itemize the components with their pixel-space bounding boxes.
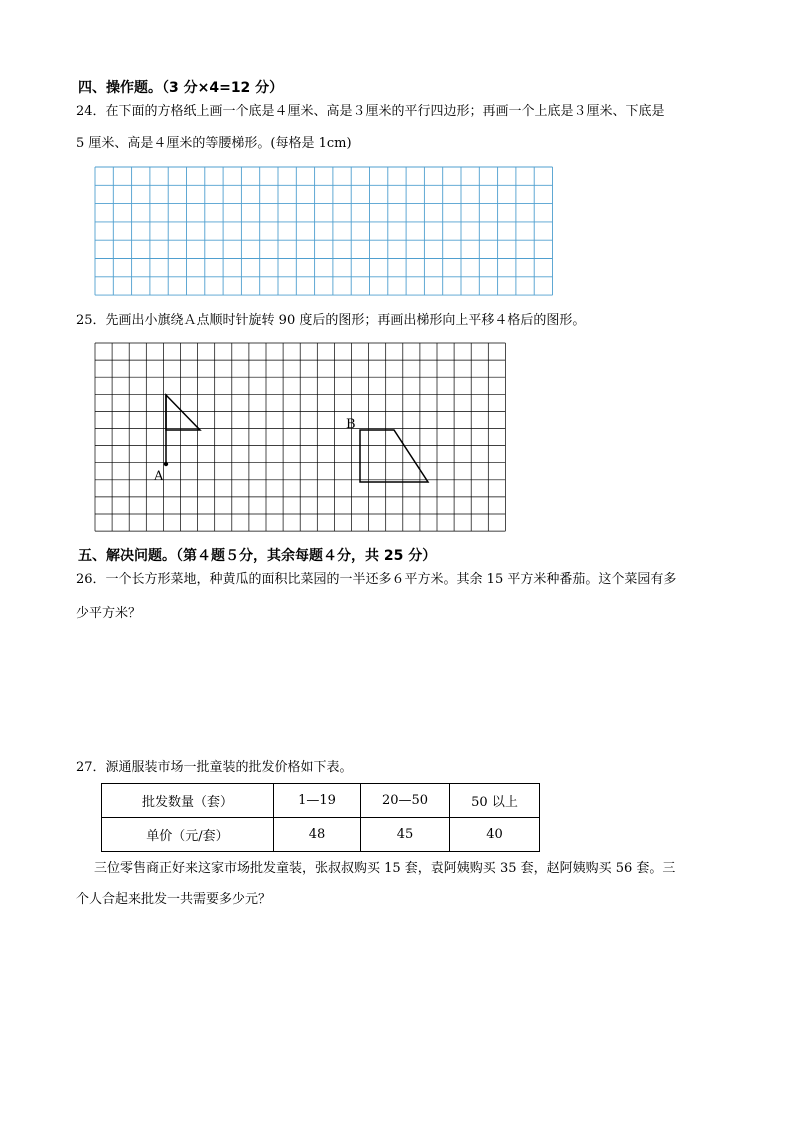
blue-grid-paper: [94, 166, 556, 298]
price-table: [101, 783, 540, 852]
table-cell: 48: [274, 818, 361, 852]
black-grid-paper: [94, 342, 520, 537]
section4-title: 四、操作题。（3 分×4=12 分）: [78, 80, 284, 96]
q27-intro: 27．源通服装市场一批童装的批发价格如下表。: [76, 760, 353, 775]
table-cell: 单价（元/套）: [102, 818, 274, 852]
table-cell: 50 以上: [450, 784, 540, 818]
blue-grid-lines: [95, 167, 553, 295]
q27-line1: 三位零售商正好来这家市场批发童装，张叔叔购买 15 套，袁阿姨购买 35 套，赵阿姨购买 56 套。三: [94, 861, 676, 876]
table-row: [102, 784, 540, 818]
point-a-label: A: [154, 469, 164, 484]
point-a-dot: [164, 462, 168, 466]
q26-line1: 26．一个长方形菜地，种黄瓜的面积比菜园的一半还多６平方米。其余 15 平方米种番茄。这个菜园有多: [76, 572, 677, 587]
q24-line1: 24．在下面的方格纸上画一个底是４厘米、高是３厘米的平行四边形；再画一个上底是３厘米、下底是: [76, 104, 665, 119]
table-cell: 1—19: [274, 784, 361, 818]
table-cell: 40: [450, 818, 540, 852]
table-row: [102, 818, 540, 852]
q24-line2: 5 厘米、高是４厘米的等腰梯形。(每格是 1cm): [76, 136, 352, 151]
trapezoid: [360, 430, 428, 482]
section5-title: 五、解决问题。（第４题５分，其余每题４分，共 25 分）: [78, 548, 437, 564]
point-b-label: B: [346, 417, 356, 432]
table-cell: 批发数量（套）: [102, 784, 274, 818]
q25-text: 25．先画出小旗绕Ａ点顺时针旋转 90 度后的图形；再画出梯形向上平移４格后的图形。: [76, 313, 586, 328]
table-cell: 45: [361, 818, 450, 852]
table-cell: 20—50: [361, 784, 450, 818]
q26-line2: 少平方米？: [76, 606, 142, 621]
q27-line2: 个人合起来批发一共需要多少元？: [76, 892, 272, 907]
black-grid-lines: [95, 343, 505, 531]
flag-triangle: [166, 395, 200, 430]
